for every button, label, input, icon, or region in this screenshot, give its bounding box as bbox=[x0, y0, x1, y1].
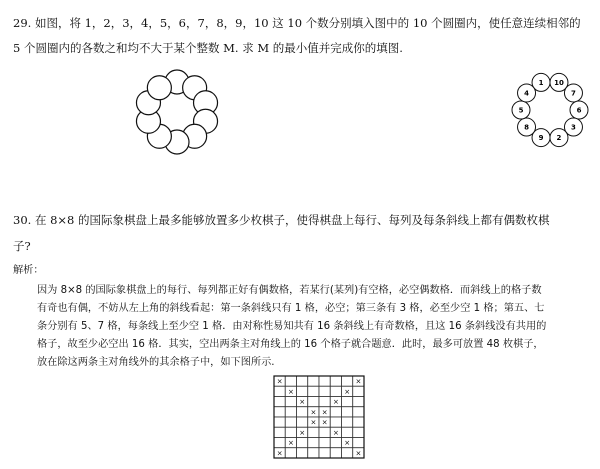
board-cell bbox=[308, 397, 319, 407]
empty-mark: × bbox=[299, 398, 306, 407]
board-cell bbox=[330, 407, 341, 417]
board-cell bbox=[297, 448, 308, 458]
board-cell bbox=[342, 397, 353, 407]
empty-mark: × bbox=[287, 439, 294, 448]
board-cell bbox=[285, 448, 296, 458]
board-cell bbox=[319, 448, 330, 458]
board-cell bbox=[308, 438, 319, 448]
board-cell bbox=[274, 407, 285, 417]
board-cell bbox=[308, 448, 319, 458]
q30-line-2: 子? bbox=[13, 239, 31, 253]
empty-mark: × bbox=[332, 428, 339, 437]
empty-mark: × bbox=[321, 418, 328, 427]
empty-mark: × bbox=[287, 387, 294, 396]
board-cell bbox=[319, 376, 330, 386]
q29-line-1: 29. 如图，将 1，2，3，4，5，6，7，8，9，10 这 10 个数分别填入图中的 10 个圆圈内，使任意连续相邻的 bbox=[13, 16, 581, 30]
solution-line-2: 有奇也有偶，不妨从左上角的斜线看起：第一条斜线只有 1 格，必空；第三条有 3 格，必至少空 1 格；第五、七 bbox=[37, 303, 545, 314]
board-cell bbox=[319, 438, 330, 448]
board-cell bbox=[274, 417, 285, 427]
empty-circle bbox=[147, 76, 171, 100]
board-cell bbox=[330, 386, 341, 396]
board-cell bbox=[297, 407, 308, 417]
solution-line-5: 放在除这两条主对角线外的其余格子中，如下图所示. bbox=[37, 357, 275, 368]
board-cell bbox=[274, 427, 285, 437]
q29-line-2: 5 个圆圈内的各数之和均不大于某个整数 M. 求 M 的最小值并完成你的填图. bbox=[13, 41, 403, 55]
ring-number: 1 bbox=[538, 78, 544, 87]
board-cell bbox=[285, 417, 296, 427]
board-cell bbox=[308, 386, 319, 396]
empty-mark: × bbox=[276, 449, 283, 458]
solution-line-1: 因为 8×8 的国际象棋盘上的每行、每列都正好有偶数格，若某行(某列)有空格，必空偶数格．而斜线上的格子数 bbox=[37, 285, 542, 296]
board-cell bbox=[330, 417, 341, 427]
empty-mark: × bbox=[344, 439, 351, 448]
board-cell bbox=[297, 438, 308, 448]
board-cell bbox=[297, 417, 308, 427]
board-cell bbox=[330, 438, 341, 448]
board-cell bbox=[342, 376, 353, 386]
empty-mark: × bbox=[310, 418, 317, 427]
ring-number: 5 bbox=[518, 106, 524, 115]
board-cell bbox=[342, 407, 353, 417]
board-cell bbox=[342, 427, 353, 437]
board-cell bbox=[319, 397, 330, 407]
board-cell bbox=[297, 376, 308, 386]
board-cell bbox=[297, 386, 308, 396]
board-cell bbox=[274, 386, 285, 396]
empty-mark: × bbox=[332, 398, 339, 407]
empty-mark: × bbox=[355, 377, 362, 386]
solution-label: 解析： bbox=[13, 265, 44, 276]
empty-mark: × bbox=[276, 377, 283, 386]
board-cell bbox=[342, 448, 353, 458]
ring-number: 4 bbox=[524, 89, 529, 98]
ring-number: 9 bbox=[538, 134, 544, 143]
ring-number: 2 bbox=[556, 134, 562, 143]
board-cell bbox=[308, 427, 319, 437]
empty-mark: × bbox=[344, 387, 351, 396]
board-cell bbox=[274, 397, 285, 407]
empty-mark: × bbox=[355, 449, 362, 458]
board-cell bbox=[285, 407, 296, 417]
board-cell bbox=[285, 376, 296, 386]
board-cell bbox=[319, 427, 330, 437]
board-cell bbox=[285, 397, 296, 407]
ring-number: 10 bbox=[554, 78, 564, 87]
board-cell bbox=[353, 417, 364, 427]
board-cell bbox=[274, 438, 285, 448]
board-cell bbox=[353, 407, 364, 417]
q30-line-1: 30. 在 8×8 的国际象棋盘上最多能够放置多少枚棋子，使得棋盘上每行、每列及每条斜线上都有偶数枚棋 bbox=[13, 213, 550, 227]
empty-mark: × bbox=[299, 428, 306, 437]
board-cell bbox=[353, 386, 364, 396]
board-cell bbox=[353, 427, 364, 437]
ring-number: 8 bbox=[524, 123, 529, 132]
board-cell bbox=[308, 376, 319, 386]
empty-mark: × bbox=[310, 408, 317, 417]
solution-line-3: 条分别有 5、7 格，每条线上至少空 1 格．由对称性易知共有 16 条斜线上有奇数格，且这 16 条斜线没有共用的 bbox=[37, 321, 547, 332]
board-cell bbox=[353, 438, 364, 448]
ring-number: 7 bbox=[571, 89, 576, 98]
ring-number: 3 bbox=[571, 123, 576, 132]
board-cell bbox=[342, 417, 353, 427]
board-cell bbox=[353, 397, 364, 407]
empty-mark: × bbox=[321, 408, 328, 417]
board-cell bbox=[330, 376, 341, 386]
board-cell bbox=[285, 427, 296, 437]
ring-number: 6 bbox=[576, 106, 582, 115]
board-cell bbox=[319, 386, 330, 396]
solution-line-4: 格子，故至少必空出 16 格．其实，空出两条主对角线上的 16 个格子就合题意．此时，最多可放置 48 枚棋子， bbox=[37, 339, 544, 350]
board-cell bbox=[330, 448, 341, 458]
